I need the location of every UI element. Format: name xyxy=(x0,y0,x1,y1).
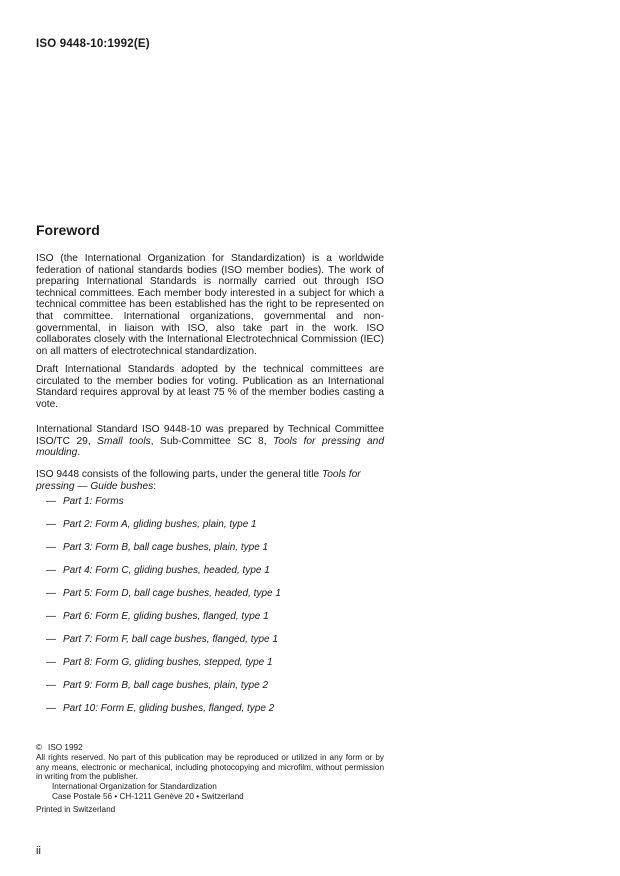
part-title: Part 4: Form C, gliding bushes, headed, type 1 xyxy=(63,565,270,576)
list-item xyxy=(46,496,124,508)
list-dash: — xyxy=(46,542,56,553)
list-item xyxy=(46,519,257,531)
list-item xyxy=(46,542,268,554)
list-dash: — xyxy=(46,657,56,668)
foreword-paragraph-3 xyxy=(36,424,384,459)
list-dash: — xyxy=(46,588,56,599)
part-title: Part 8: Form G, gliding bushes, stepped, type 1 xyxy=(63,657,273,668)
foreword-paragraph-1: ISO (the International Organization for Standardization) is a worldwide federation of national standards bodies (ISO member bodies). The work of preparing International Standards is normally carried out through ISO technical committees. Each member body interested in a subject for which a technical committee has been established has the right to be represented on that committee. International organizations, governmental and non-governmental, in liaison with ISO, also take part in the work. ISO collaborates closely with the International Electrotechnical Commission (IEC) on all matters of electrotechnical standardization. xyxy=(36,253,384,357)
paragraph-text: . xyxy=(77,447,81,459)
foreword-title: Foreword xyxy=(36,222,100,238)
list-dash: — xyxy=(46,680,56,691)
part-title: Part 2: Form A, gliding bushes, plain, type 1 xyxy=(63,519,257,530)
list-item xyxy=(46,680,268,692)
list-dash: — xyxy=(46,565,56,576)
list-dash: — xyxy=(46,634,56,645)
subcommittee-title: Tools for pressing and moulding xyxy=(36,435,385,459)
paragraph-text: , Sub-Committee SC 8, xyxy=(150,435,274,447)
part-title: Part 7: Form F, ball cage bushes, flanged, type 1 xyxy=(63,634,278,645)
copyright-notice xyxy=(36,743,384,815)
list-item xyxy=(46,703,274,715)
part-title: Part 1: Forms xyxy=(63,496,124,507)
list-item xyxy=(46,611,269,623)
part-title: Part 5: Form D, ball cage bushes, headed, type 1 xyxy=(63,588,281,599)
part-title: Part 3: Form B, ball cage bushes, plain, type 1 xyxy=(63,542,269,553)
foreword-paragraph-4 xyxy=(36,469,384,492)
list-item xyxy=(46,588,281,600)
list-item xyxy=(46,565,270,577)
paragraph-text: ISO 9448 consists of the following parts, under the general title xyxy=(36,469,322,480)
committee-title: Small tools xyxy=(97,435,151,447)
list-item xyxy=(46,634,278,646)
general-title: Tools for pressing — Guide bushes xyxy=(36,469,361,492)
list-dash: — xyxy=(46,519,56,530)
page-number: ii xyxy=(36,845,41,857)
copyright-icon: © xyxy=(36,743,43,752)
foreword-paragraph-2: Draft International Standards adopted by the technical committees are circulated to the member bodies for voting. Publication as an International Standard requires approval by at least 75 % of the member bodies casting a vote. xyxy=(36,364,384,410)
document-identifier: ISO 9448-10:1992(E) xyxy=(36,38,150,50)
copyright-line xyxy=(36,743,384,753)
list-dash: — xyxy=(46,496,56,507)
printed-in: Printed in Switzerland xyxy=(36,804,116,814)
organization-name: International Organization for Standardization xyxy=(52,782,217,792)
list-dash: — xyxy=(46,611,56,622)
paragraph-text: International Standard ISO 9448-10 was prepared by Technical Committee ISO/TC 29, xyxy=(36,424,384,447)
part-title: Part 9: Form B, ball cage bushes, plain, type 2 xyxy=(63,680,269,691)
organization-address: Case Postale 56 • CH-1211 Genève 20 • Switzerland xyxy=(52,791,244,801)
rights-statement: All rights reserved. No part of this publication may be reproduced or utilized in any form or by any means, electronic or mechanical, including photocopying and microfilm, without permission in writing from the publisher. xyxy=(36,752,384,782)
list-dash: — xyxy=(46,703,56,714)
part-title: Part 6: Form E, gliding bushes, flanged, type 1 xyxy=(63,611,269,622)
copyright-year: ISO 1992 xyxy=(48,743,83,752)
list-item xyxy=(46,657,273,669)
paragraph-text: : xyxy=(153,480,157,492)
part-title: Part 10: Form E, gliding bushes, flanged, type 2 xyxy=(63,703,275,714)
